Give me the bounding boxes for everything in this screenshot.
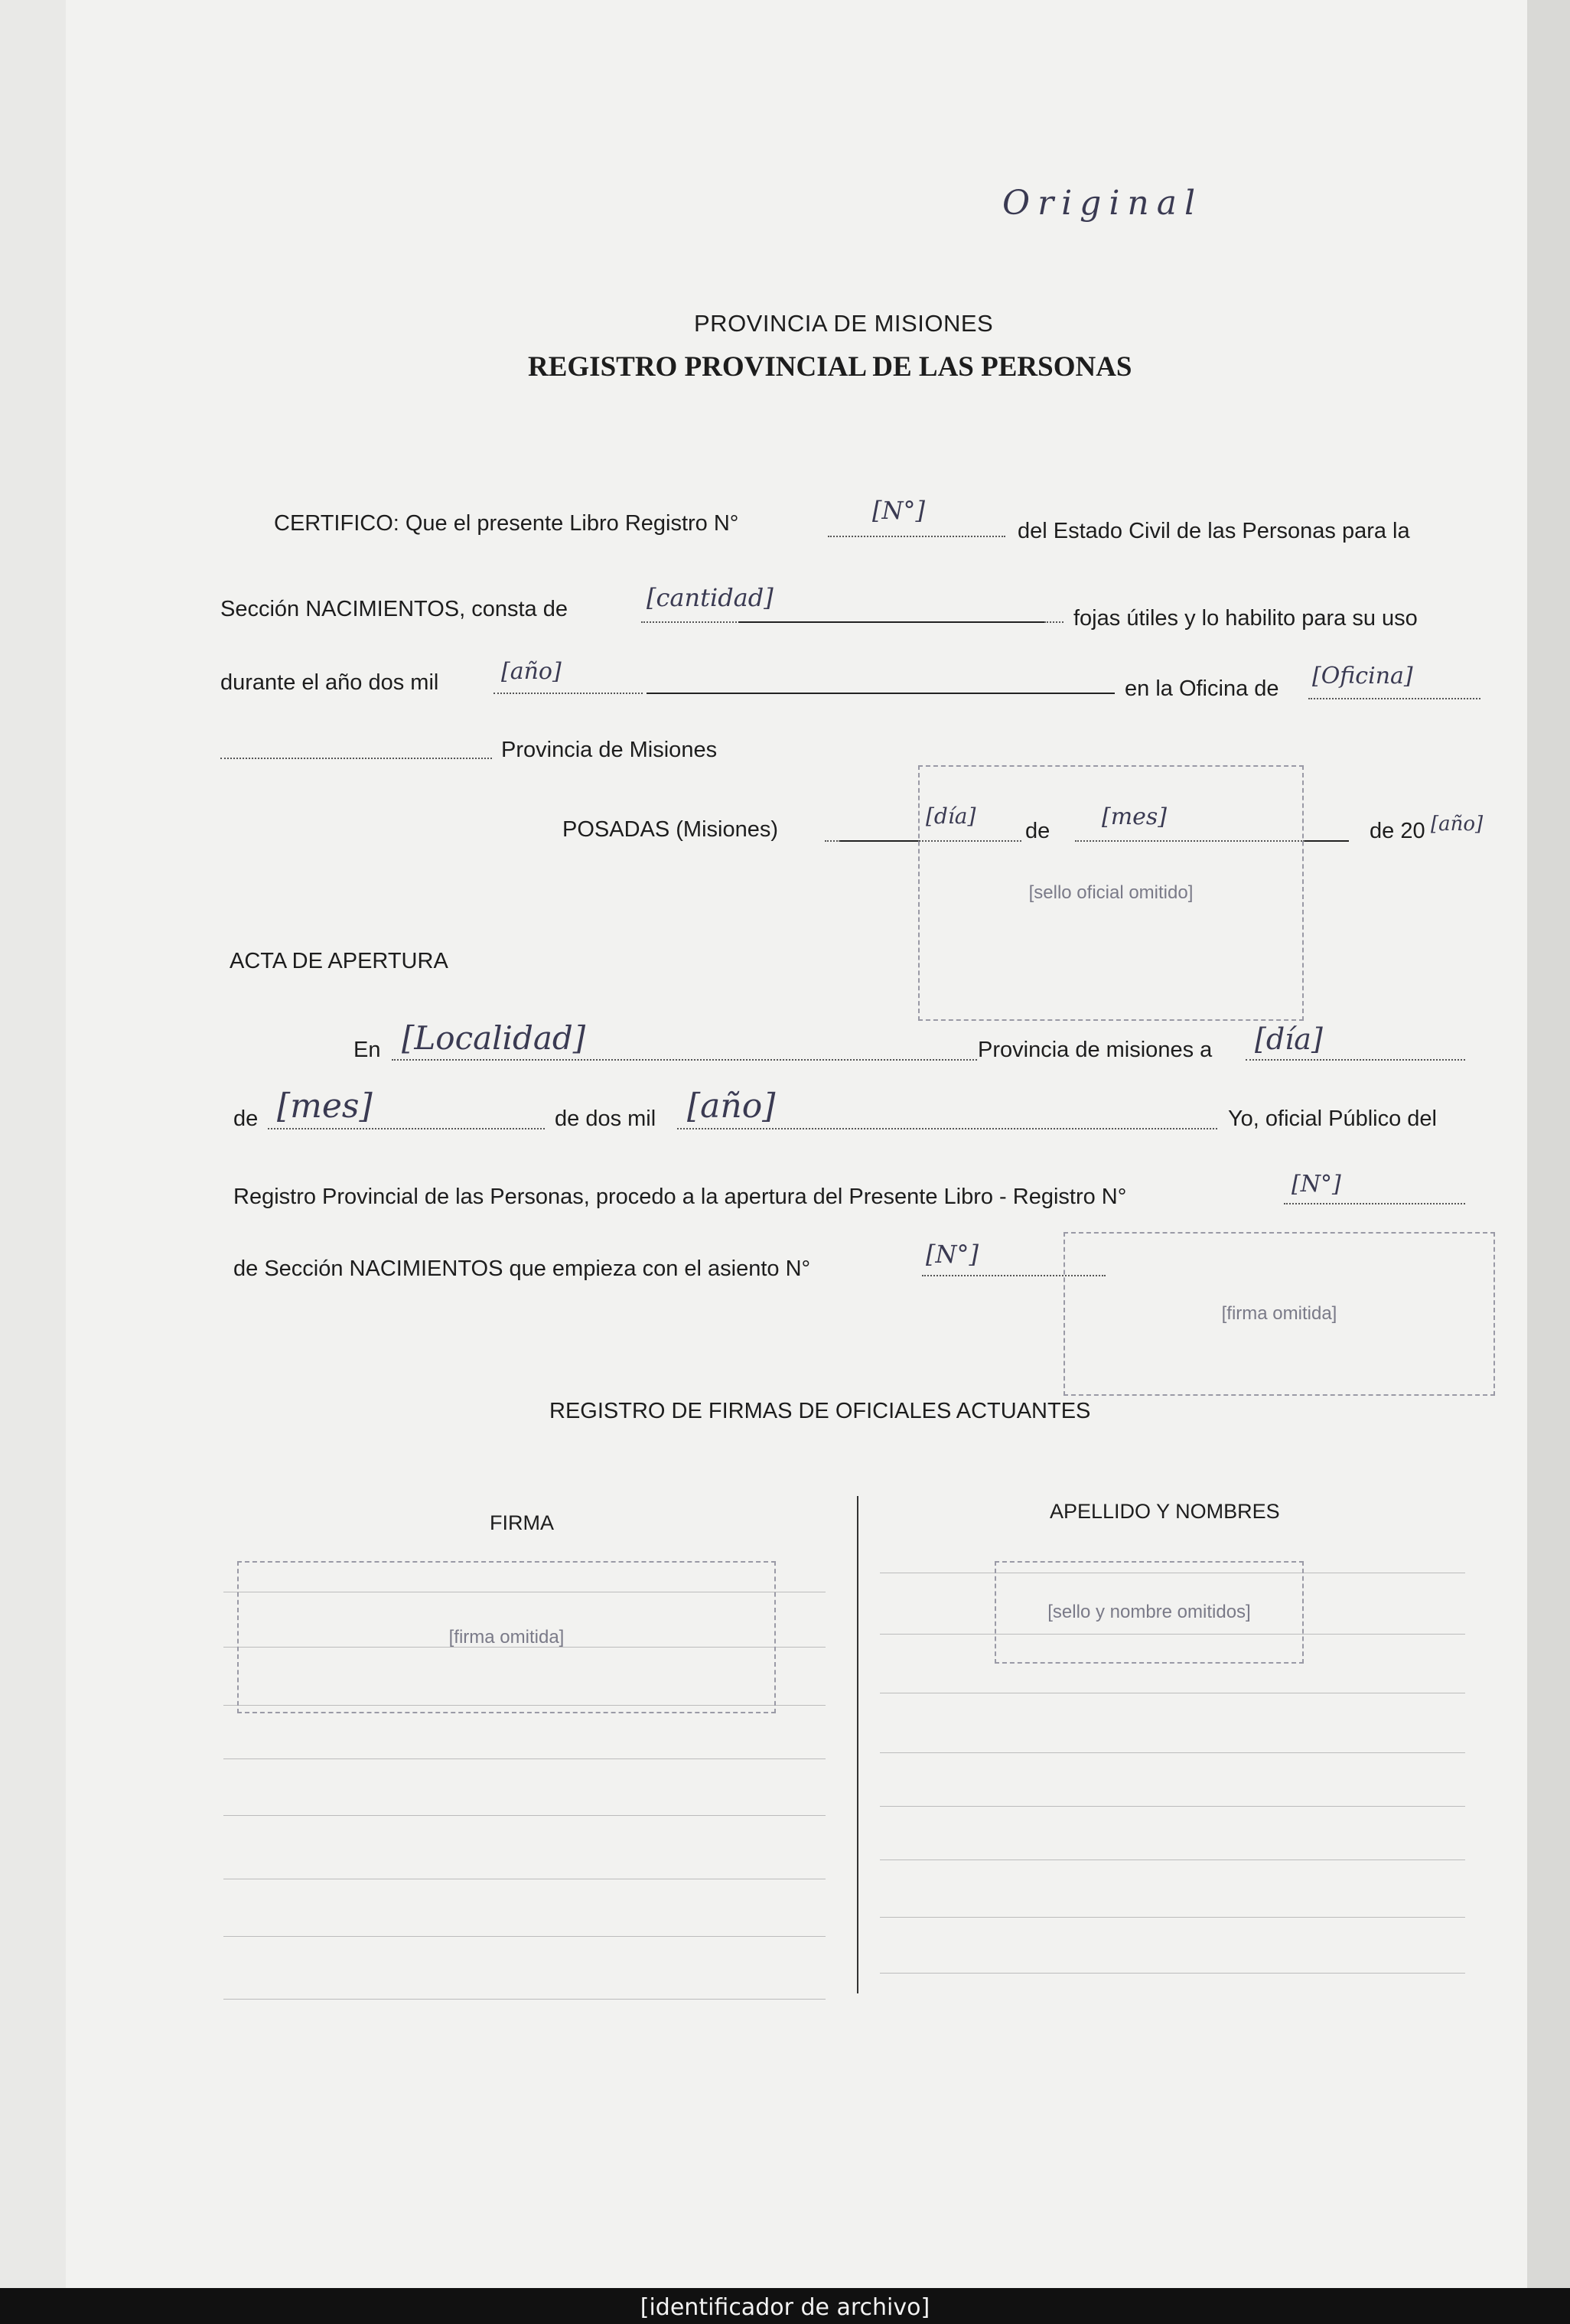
cert-line1-a: CERTIFICO: Que el presente Libro Registro N° (274, 511, 739, 536)
hw-month: [mes] (1102, 803, 1168, 830)
col-firma-label: FIRMA (490, 1511, 554, 1534)
official-seal-placeholder: [sello oficial omitido] (918, 765, 1304, 1021)
registry-heading: REGISTRO PROVINCIAL DE LAS PERSONAS (528, 351, 1132, 383)
hw-acta-year-word: [año] (687, 1087, 776, 1126)
hw-page-count: [cantidad] (647, 583, 774, 612)
acta-line3: Registro Provincial de las Personas, procedo a la apertura del Presente Libro - Registro N° (233, 1185, 1127, 1209)
archive-id: [identificador de archivo] (640, 2294, 930, 2321)
cert-line5-a: POSADAS (Misiones) (562, 817, 779, 842)
col-nombres-label: APELLIDO Y NOMBRES (1050, 1500, 1280, 1523)
official-signature-placeholder: [firma omitida] (1063, 1232, 1495, 1396)
cert-line4: Provincia de Misiones (501, 738, 718, 762)
acta-line1-a: En (353, 1038, 381, 1062)
cert-line1-b: del Estado Civil de las Personas para la (1018, 519, 1410, 543)
acta-line1-b: Provincia de misiones a (978, 1038, 1213, 1062)
table-signature-placeholder: [firma omitida] (237, 1561, 776, 1713)
hw-office: [Oficina] (1312, 663, 1413, 689)
page-edge-right (1527, 0, 1570, 2288)
table-stamp-placeholder: [sello y nombre omitidos] (995, 1561, 1304, 1664)
hw-place: [Localidad] (402, 1019, 586, 1057)
signatures-section-title: REGISTRO DE FIRMAS DE OFICIALES ACTUANTES (549, 1399, 1091, 1423)
hw-book-number: [N°] (872, 496, 925, 525)
acta-line2-b: de dos mil (555, 1107, 656, 1131)
cert-line3-b: en la Oficina de (1125, 676, 1279, 701)
hw-entry-number: [N°] (926, 1240, 979, 1269)
cert-line2-a: Sección NACIMIENTOS, consta de (220, 597, 568, 621)
cert-line5-de: de (1025, 819, 1050, 843)
acta-line2-a: de (233, 1107, 259, 1131)
cert-line5-year-prefix: de 20 (1370, 819, 1425, 843)
hw-day: [día] (926, 803, 976, 829)
hw-acta-month: [mes] (277, 1087, 373, 1126)
cert-line2-b: fojas útiles y lo habilito para su uso (1073, 606, 1418, 631)
acta-line2-c: Yo, oficial Público del (1228, 1107, 1437, 1131)
cert-line3-a: durante el año dos mil (220, 670, 439, 695)
corner-note: Original (1002, 184, 1204, 223)
acta-line4: de Sección NACIMIENTOS que empieza con el asiento N° (233, 1257, 811, 1281)
document-sheet (66, 0, 1527, 2288)
facing-page-edge (0, 0, 68, 2296)
hw-acta-book-number: [N°] (1292, 1171, 1341, 1198)
hw-year: [año] (1431, 813, 1484, 836)
province-heading: PROVINCIA DE MISIONES (694, 310, 994, 337)
hw-acta-day: [día] (1255, 1022, 1323, 1056)
column-divider (857, 1496, 858, 1993)
hw-year-word: [año] (501, 658, 562, 685)
acta-title: ACTA DE APERTURA (230, 949, 448, 973)
